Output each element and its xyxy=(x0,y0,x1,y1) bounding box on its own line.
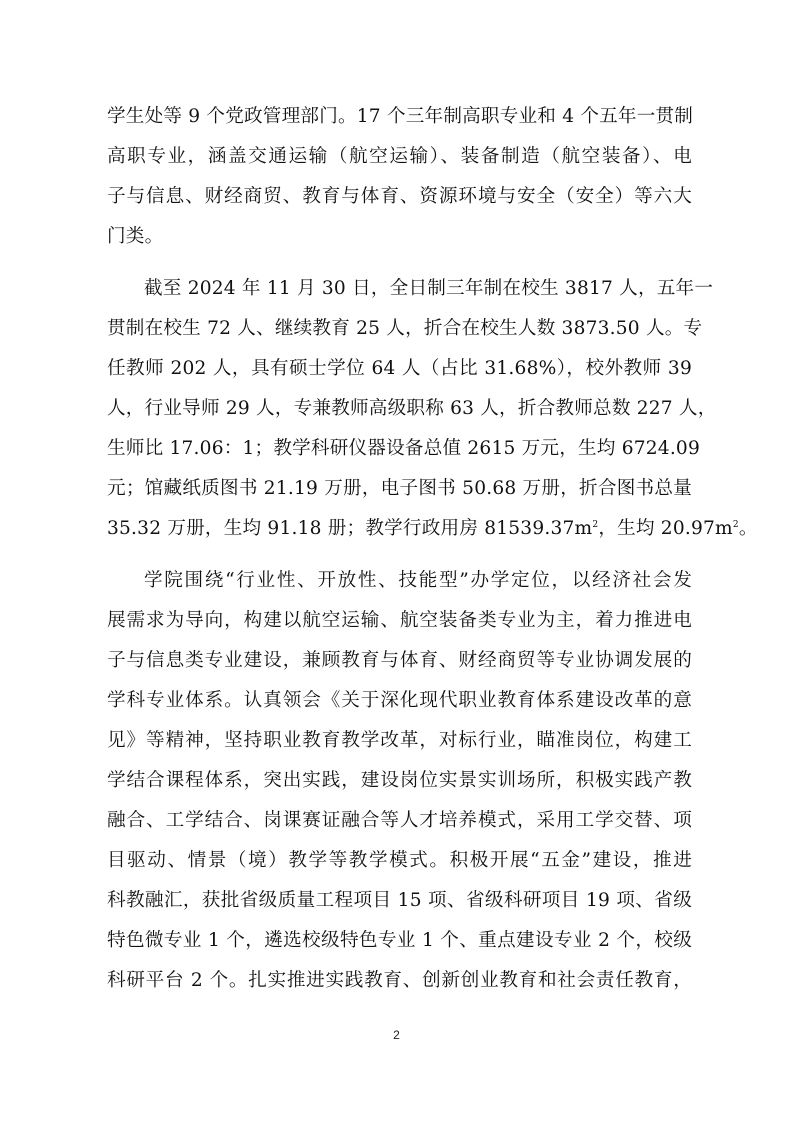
text-line: 生师比 17.06：1；教学科研仪器设备总值 2615 万元，生均 6724.09 xyxy=(107,438,700,459)
text-line: 目驱动、情景（境）教学等教学模式。积极开展“五金”建设，推进 xyxy=(107,850,692,871)
text-line: 元；馆藏纸质图书 21.19 万册，电子图书 50.68 万册，折合图书总量 xyxy=(107,478,692,499)
text-segment: 。 xyxy=(738,518,758,539)
paragraph-1 xyxy=(107,97,692,257)
text-line: 学院围绕“行业性、开放性、技能型”办学定位，以经济社会发 xyxy=(144,570,692,591)
text-line: 截至 2024 年 11 月 30 日，全日制三年制在校生 3817 人，五年一 xyxy=(144,278,714,299)
superscript: 2 xyxy=(592,519,599,530)
text-line: 贯制在校生 72 人、继续教育 25 人，折合在校生人数 3873.50 人。专 xyxy=(107,318,703,339)
paragraph-2 xyxy=(107,269,758,549)
text-line: 人，行业导师 29 人，专兼教师高级职称 63 人，折合教师总数 227 人， xyxy=(107,398,717,419)
text-line: 展需求为导向，构建以航空运输、航空装备类专业为主，着力推进电 xyxy=(107,610,692,631)
text-line: 高职专业，涵盖交通运输（航空运输）、装备制造（航空装备）、电 xyxy=(107,146,692,167)
text-line: 见》等精神，坚持职业教育教学改革，对标行业，瞄准岗位，构建工 xyxy=(107,730,692,751)
text-line: 学科专业体系。认真领会《关于深化现代职业教育体系建设改革的意 xyxy=(107,690,692,711)
paragraph-spacing xyxy=(107,549,692,561)
text-line: 子与信息类专业建设，兼顾教育与体育、财经商贸等专业协调发展的 xyxy=(107,650,692,671)
text-line: 融合、工学结合、岗课赛证融合等人才培养模式，采用工学交替、项 xyxy=(107,810,692,831)
text-line: 学结合课程体系，突出实践，建设岗位实景实训场所，积极实践产教 xyxy=(107,770,692,791)
page-number: 2 xyxy=(393,1028,400,1042)
text-line: 任教师 202 人，具有硕士学位 64 人（占比 31.68%），校外教师 39 xyxy=(107,358,692,379)
text-line: 科教融汇，获批省级质量工程项目 15 项、省级科研项目 19 项、省级 xyxy=(107,890,692,911)
text-line: 门类。 xyxy=(107,226,164,247)
text-line xyxy=(107,509,758,549)
superscript: 2 xyxy=(732,519,739,530)
text-segment: ，生均 20.97m xyxy=(598,518,733,539)
document-body xyxy=(107,97,758,1001)
paragraph-3 xyxy=(107,561,692,1001)
paragraph-spacing xyxy=(107,257,692,269)
text-line: 学生处等 9 个党政管理部门。17 个三年制高职专业和 4 个五年一贯制 xyxy=(107,106,694,127)
text-line: 特色微专业 1 个，遴选校级特色专业 1 个、重点建设专业 2 个，校级 xyxy=(107,930,692,951)
text-segment: 35.32 万册，生均 91.18 册；教学行政用房 81539.37m xyxy=(107,518,593,539)
text-line: 子与信息、财经商贸、教育与体育、资源环境与安全（安全）等六大 xyxy=(107,186,692,207)
text-line: 科研平台 2 个。扎实推进实践教育、创新创业教育和社会责任教育， xyxy=(107,970,692,991)
